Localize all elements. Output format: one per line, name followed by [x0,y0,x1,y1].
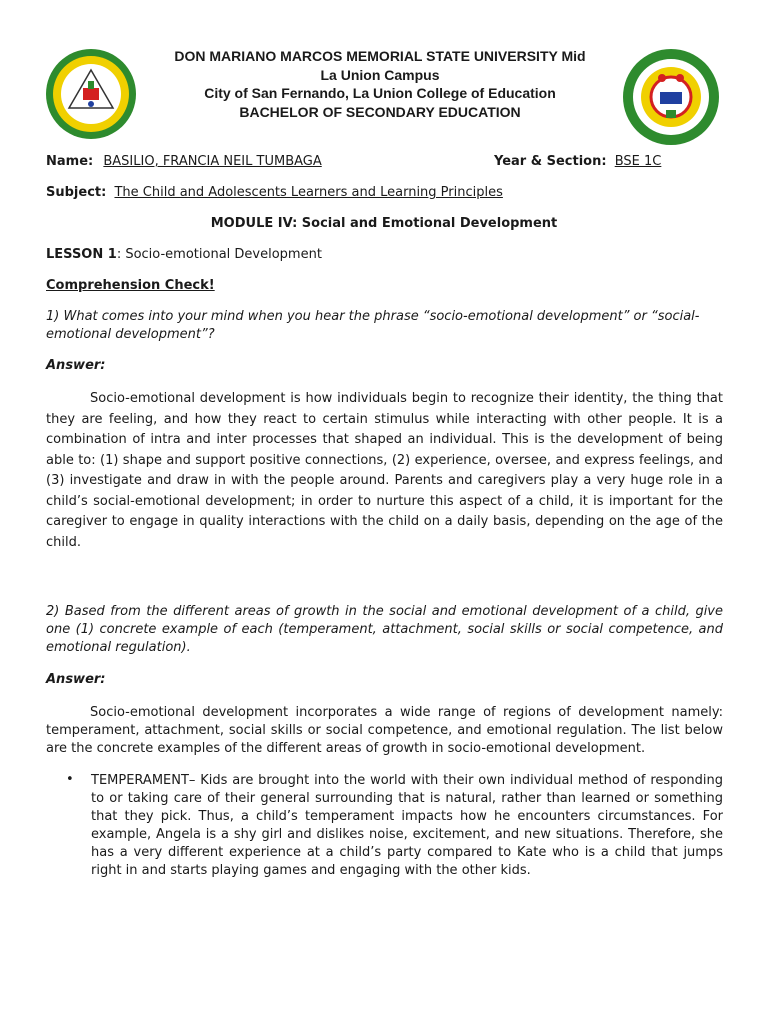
comprehension-check-heading: Comprehension Check! [46,278,215,293]
question-1-line-2: emotional development”? [46,327,215,342]
header-college: City of San Fernando, La Union College of Education [204,85,556,101]
document-header [150,47,610,121]
module-name: : Social and Emotional Development [292,216,558,231]
answer-2-label: Answer: [46,672,106,687]
lesson-row [46,247,322,262]
subject-row: Subject: The Child and Adolescents Learners and Learning Principles [46,185,503,200]
left-university-seal-icon [45,48,137,140]
answer-1-text: Socio-emotional development is how individuals begin to recognize their identity, the thing that they are feeling, and how they react to certain stimulus while interacting with other people. It is a combination of intra and inter processes that shaped an individual. This is the development of being able to: (1) shape and support positive connections, (2) experience, oversee, and express feelings, and (3) investigate and draw in with the people around. Parents and caregivers play a very huge role in a child’s social-emotional development; in order to nurture this aspect of a child, it is important for the caregiver to engage in quality interactions with the child on a daily basis, depending on the age of the child. [46,391,723,550]
question-1-line-1: 1) What comes into your mind when you hear the phrase “socio-emotional development” or “social- [46,309,700,324]
answer-1-label: Answer: [46,358,106,373]
name-value: BASILIO, FRANCIA NEIL TUMBAGA [103,154,322,169]
module-title [0,216,768,231]
answer-2-intro: Socio-emotional development incorporates a wide range of regions of development namely: temperament, attachment, social skills or social competence, and emotional regulation. The list below are the concrete examples of the different areas of growth in socio-emotional development. [46,705,723,756]
section-row: Year & Section: BSE 1C [494,154,662,169]
name-row: Name: BASILIO, FRANCIA NEIL TUMBAGA [46,154,322,169]
lesson-label: LESSON 1 [46,247,117,262]
header-campus: La Union Campus [320,66,440,83]
subject-value: The Child and Adolescents Learners and Learning Principles [114,185,503,200]
question-2-text: 2) Based from the different areas of growth in the social and emotional development of a child, give one (1) concrete example of each (temperament, attachment, social skills or social competence, and emotional regulation). [46,604,723,655]
header-university: DON MARIANO MARCOS MEMORIAL STATE UNIVERSITY Mid [174,48,586,64]
right-college-seal-icon [622,48,720,146]
section-value: BSE 1C [614,154,662,169]
module-prefix: MODULE IV [210,216,293,231]
bullet-marker: • [66,772,74,787]
lesson-title: : Socio-emotional Development [116,247,322,262]
list-item-temperament [91,772,723,880]
name-label: Name [46,154,89,169]
header-program: BACHELOR OF SECONDARY EDUCATION [239,103,521,120]
section-label: Year & Section [494,154,602,169]
list-item-text: – Kids are brought into the world with their own individual method of responding to or taking care of their general surrounding that is natural, rather than learned or something that they pick. Thus, a child’s temperament impacts how he encounters circumstances. For example, Angela is a shy girl and dislikes noise, excitement, and new situations. Therefore, she has a very different experience at a child’s party compared to Kate who is a child that jumps right in and starts playing games and engaging with the other kids. [91,773,723,878]
subject-label: Subject [46,185,102,200]
list-item-term: TEMPERAMENT [91,773,189,788]
